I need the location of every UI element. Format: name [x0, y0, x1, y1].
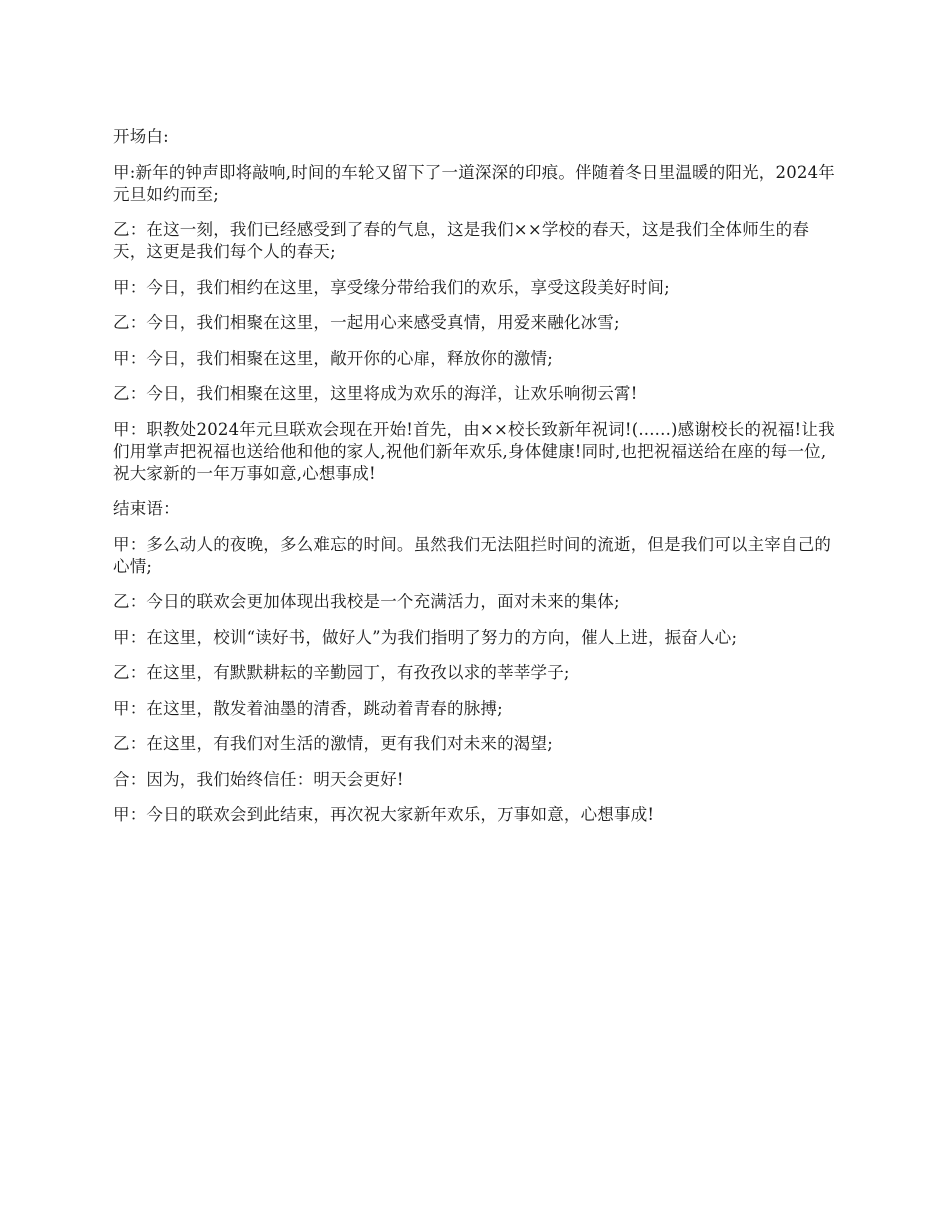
paragraph: 甲：在这里，校训“读好书，做好人”为我们指明了努力的方向，催人上进，振奋人心;	[113, 627, 738, 647]
paragraph: 乙：在这里，有我们对生活的激情，更有我们对未来的渴望;	[113, 734, 553, 753]
closing-heading: 结束语：	[113, 499, 180, 518]
opening-heading: 开场白:	[113, 127, 169, 146]
paragraph: 甲:新年的钟声即将敲响,时间的车轮又留下了一道深深的印痕。伴随着冬日里温暖的阳光，2024年元旦如约而至;	[113, 162, 835, 204]
paragraph: 甲：今日的联欢会到此结束，再次祝大家新年欢乐，万事如意，心想事成!	[113, 805, 655, 824]
paragraph: 乙：在这一刻，我们已经感受到了春的气息，这是我们××学校的春天，这是我们全体师生的春天，这更是我们每个人的春天;	[113, 220, 810, 261]
paragraph: 甲：在这里，散发着油墨的清香，跳动着青春的脉搏;	[113, 698, 503, 718]
paragraph: 乙：今日，我们相聚在这里，一起用心来感受真情，用爱来融化冰雪;	[113, 313, 620, 332]
paragraph: 甲：今日，我们相聚在这里，敞开你的心扉，释放你的激情;	[113, 348, 553, 368]
paragraph: 乙：今日的联欢会更加体现出我校是一个充满活力，面对未来的集体;	[113, 592, 620, 611]
paragraph: 甲：多么动人的夜晚，多么难忘的时间。虽然我们无法阻拦时间的流逝，但是我们可以主宰自己的心情;	[113, 534, 832, 576]
paragraph: 乙：在这里，有默默耕耘的辛勤园丁，有孜孜以求的莘莘学子;	[113, 663, 570, 682]
paragraph: 乙：今日，我们相聚在这里，这里将成为欢乐的海洋，让欢乐响彻云霄!	[113, 384, 638, 403]
paragraph: 甲：职教处2024年元旦联欢会现在开始!首先，由××校长致新年祝词!(......)感谢校长的祝福!让我们用掌声把祝福也送给他和他的家人,祝他们新年欢乐,身体健康!同时,也把祝福送给在座的每一位,祝大家新的一年万事如意,心想事成!	[113, 419, 835, 483]
paragraph: 甲：今日，我们相约在这里，享受缘分带给我们的欢乐，享受这段美好时间;	[113, 277, 670, 297]
paragraph: 合：因为，我们始终信任：明天会更好!	[113, 769, 404, 789]
